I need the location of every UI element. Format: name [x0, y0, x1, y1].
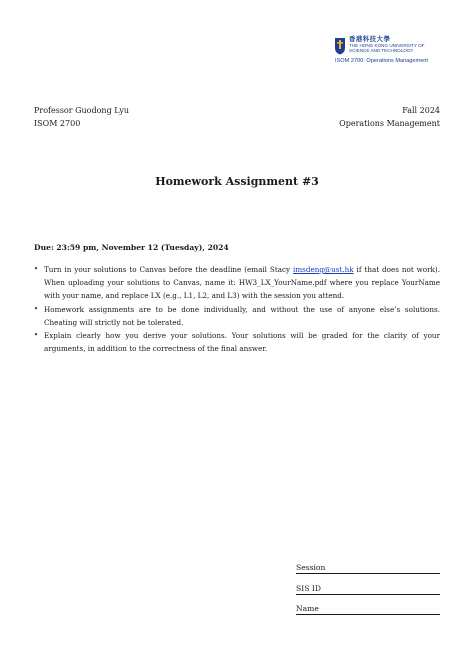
- bullet-icon: •: [34, 265, 39, 273]
- header-left: [34, 105, 129, 130]
- sis-id-field: [296, 583, 440, 595]
- term: Fall 2024: [402, 106, 440, 115]
- header-right: [339, 105, 440, 130]
- email-link[interactable]: imsdeng@ust.hk: [293, 265, 354, 274]
- due-date: Due: 23:59 pm, November 12 (Tuesday), 2024: [34, 243, 229, 252]
- professor-name: Professor Guodong Lyu: [34, 106, 130, 115]
- sis-id-label: SIS ID: [296, 584, 321, 593]
- instruction-text-2: Homework assignments are to be done individually, and without the use of anyone else’s solutions. Cheating will strictly not be tolerated.: [44, 304, 440, 327]
- instruction-list: [34, 263, 440, 355]
- course-code: ISOM 2700: [34, 118, 81, 128]
- name-label: Name: [296, 604, 319, 613]
- list-item: [34, 329, 440, 355]
- hkust-crest-icon: [334, 37, 346, 55]
- logo-chinese-name: 香港科技大學: [349, 35, 391, 43]
- bullet-icon: •: [34, 331, 39, 340]
- session-field: [296, 562, 440, 574]
- instruction-text-1b: if that does not work). When uploading your solutions to Canvas, name it: HW3_LX_YourName.pdf where you replace YourName with your name, and replace LX (e.g., L1, L2, and L3) with the session you attend.: [44, 265, 440, 301]
- course-name: Operations Management: [339, 118, 440, 128]
- instruction-text-3: Explain clearly how you derive your solutions. Your solutions will be graded for the clarity of your arguments, in addition to the correctness of the final answer.: [44, 331, 440, 354]
- logo-english-line2: SCIENCE AND TECHNOLOGY: [349, 48, 414, 54]
- bullet-icon: •: [34, 304, 39, 313]
- instruction-text-1a: Turn in your solutions to Canvas before the deadline (email Stacy: [44, 265, 294, 274]
- session-label: Session: [296, 563, 326, 572]
- list-item: [34, 303, 440, 329]
- logo-english-line1: THE HONG KONG UNIVERSITY OF: [349, 43, 425, 48]
- university-logo: [334, 36, 446, 64]
- page-title: Homework Assignment #3: [155, 175, 319, 188]
- list-item: [34, 263, 440, 303]
- logo-course-line: ISOM 2700: Operations Management: [335, 58, 428, 64]
- name-field: [296, 603, 440, 615]
